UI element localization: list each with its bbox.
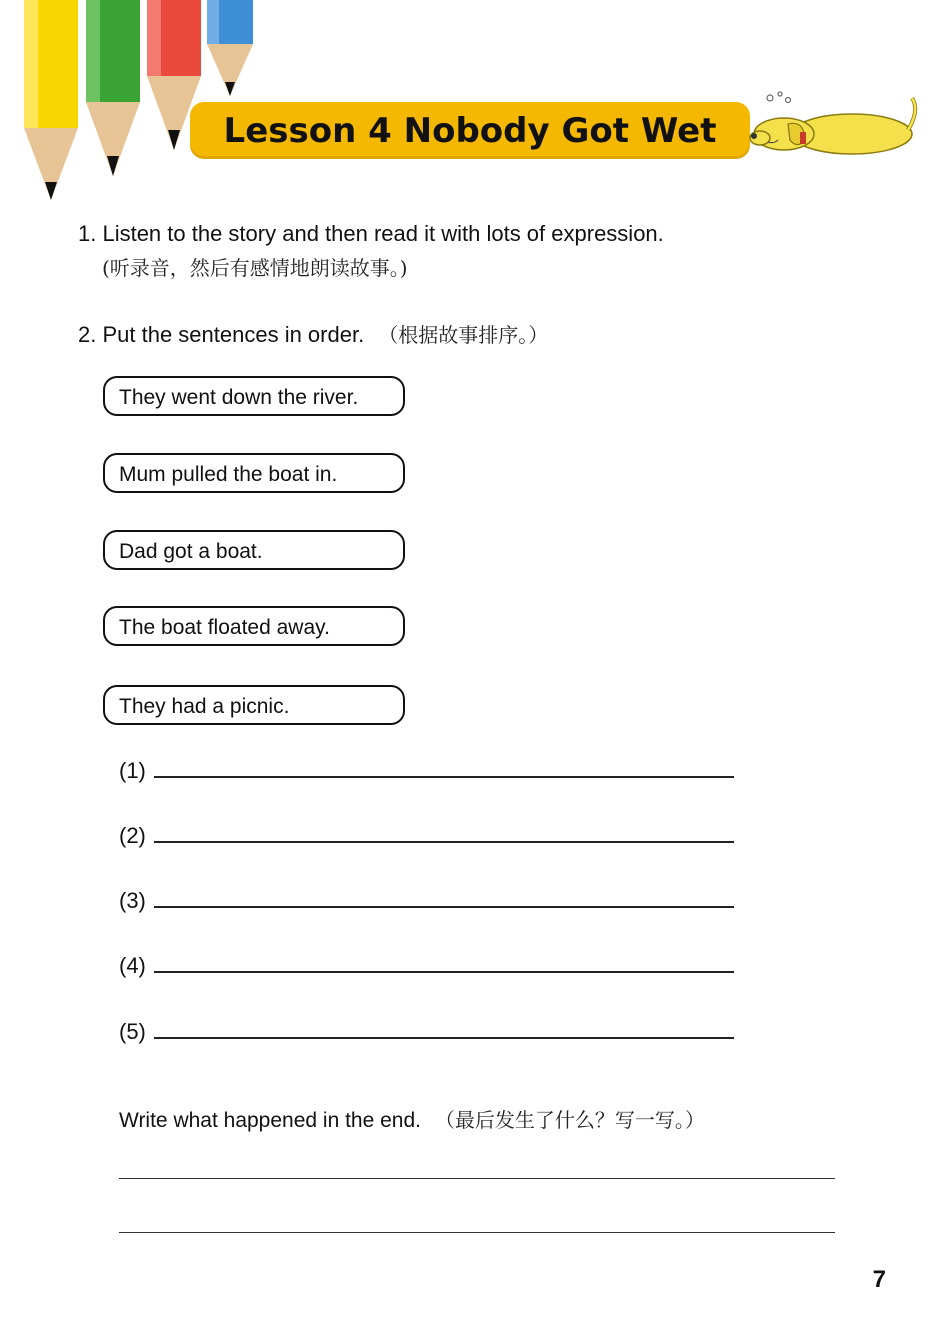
answer-row-2: [119, 821, 734, 849]
question-1-chinese: (听录音，然后有感情地朗读故事。): [102, 256, 408, 280]
answer-line-2[interactable]: [154, 821, 734, 843]
answer-line-1[interactable]: [154, 756, 734, 778]
writing-line-1[interactable]: [119, 1178, 835, 1179]
page-number: 7: [872, 1266, 886, 1293]
question-3-chinese: （最后发生了什么？写一写。）: [434, 1108, 705, 1132]
answer-line-4[interactable]: [154, 951, 734, 973]
sentence-box-5: They had a picnic.: [103, 685, 405, 725]
question-2-english: 2. Put the sentences in order.: [78, 322, 365, 347]
question-3-text: [119, 1104, 705, 1133]
question-3-english: Write what happened in the end.: [119, 1109, 421, 1132]
answer-row-5: [119, 1017, 734, 1045]
sentence-box-4: The boat floated away.: [103, 606, 405, 646]
answer-label-2: (2): [119, 823, 146, 848]
answer-label-3: (3): [119, 888, 146, 913]
sentence-box-1: They went down the river.: [103, 376, 405, 416]
yellow-pencil: [24, 0, 78, 200]
answer-row-1: [119, 756, 734, 784]
answer-label-1: (1): [119, 758, 146, 783]
sentence-box-3: Dad got a boat.: [103, 530, 405, 570]
writing-line-2[interactable]: [119, 1232, 835, 1233]
answer-label-5: (5): [119, 1019, 146, 1044]
answer-line-5[interactable]: [154, 1017, 734, 1039]
question-2-chinese: （根据故事排序。）: [378, 323, 549, 347]
blue-pencil: [207, 0, 253, 96]
answer-line-3[interactable]: [154, 886, 734, 908]
page-title: Lesson 4 Nobody Got Wet: [223, 111, 717, 151]
answer-row-4: [119, 951, 734, 979]
sentence-box-2: Mum pulled the boat in.: [103, 453, 405, 493]
question-1-text: 1. Listen to the story and then read it with lots of expression.: [78, 221, 664, 246]
question-2-text: [78, 319, 548, 348]
sleeping-dog-icon: [748, 90, 920, 160]
answer-label-4: (4): [119, 953, 146, 978]
green-pencil: [86, 0, 140, 176]
answer-row-3: [119, 886, 734, 914]
